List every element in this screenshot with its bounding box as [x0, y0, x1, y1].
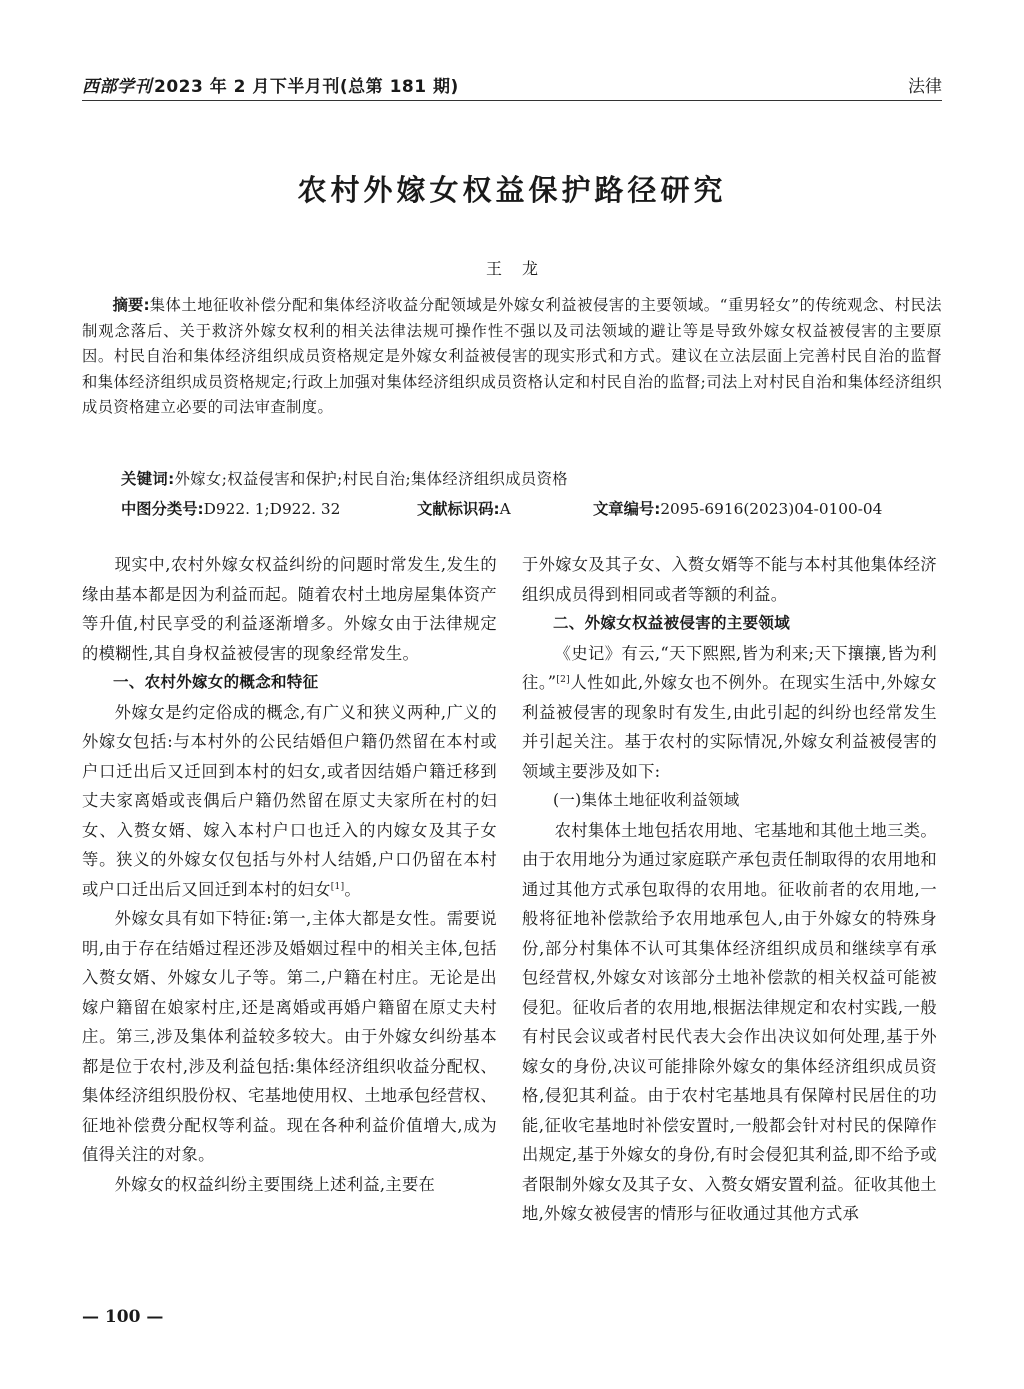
definition-text: 外嫁女是约定俗成的概念,有广义和狭义两种,广义的外嫁女包括:与本村外的公民结婚但户籍仍然留在本村或户口迁出后又迁回到本村的妇女,或者因结婚户籍迁移到丈夫家离婚或丧偶后户籍仍然留在原丈夫家所在村的妇女、入赘女婿、嫁入本村户口也迁入的内嫁女及其子女等。狭义的外嫁女仅包括与外村人结婚,户口仍留在本村或户口迁出后又回迁到本村的妇女: [82, 702, 497, 899]
article-title: 农村外嫁女权益保护路径研究: [297, 173, 727, 207]
features-paragraph: 外嫁女具有如下特征:第一,主体大都是女性。需要说明,由于存在结婚过程还涉及婚姻过程中的相关主体,包括入赘女婿、外嫁女儿子等。第二,户籍在村庄。无论是出嫁户籍留在娘家村庄,还是离婚或再婚户籍留在原丈夫村庄。第三,涉及集体利益较多较大。由于外嫁女纠纷基本都是位于农村,涉及利益包括:集体经济组织收益分配权、集体经济组织股份权、宅基地使用权、土地承包经营权、征地补偿费分配权等利益。现在各种利益价值增大,成为值得关注的对象。: [82, 909, 497, 1164]
subsection-heading-1: (一)集体土地征收利益领域: [553, 791, 740, 809]
abstract-label: 摘要:: [112, 296, 150, 314]
citation-2: [2]: [556, 675, 570, 685]
doc-code-label: 文献标识码:: [417, 500, 500, 518]
section-heading-1: 一、农村外嫁女的概念和特征: [113, 673, 319, 691]
clc-label: 中图分类号:: [121, 500, 204, 518]
clc-item: [121, 497, 340, 519]
journal-issue: [82, 72, 459, 97]
shiji-quote: 《史记》有云,“天下熙熙,皆为利来;天下攘攘,皆为利往。”: [522, 643, 937, 692]
doc-code-item: [417, 497, 511, 519]
abstract: [82, 293, 942, 421]
header-rule: [82, 100, 942, 101]
shiji-paragraph: [522, 639, 937, 787]
section-label: 法律: [908, 77, 942, 97]
keywords-label: 关键词:: [121, 470, 175, 488]
issue-info: 2023 年 2 月下半月刊(总第 181 期): [154, 77, 459, 97]
article-no-label: 文章编号:: [593, 500, 661, 518]
doc-code-value: A: [499, 500, 511, 518]
keywords-text: 外嫁女;权益侵害和保护;村民自治;集体经济组织成员资格: [174, 470, 568, 488]
abstract-text: 集体土地征收补偿分配和集体经济收益分配领域是外嫁女利益被侵害的主要领域。“重男轻女”的传统观念、村民法制观念落后、关于救济外嫁女权利的相关法律法规可操作性不强以及司法领域的避让等是导致外嫁女权益被侵害的主要原因。村民自治和集体经济组织成员资格规定是外嫁女利益被侵害的现实形式和方式。建议在立法层面上完善村民自治的监督和集体经济组织成员资格规定;行政上加强对集体经济组织成员资格认定和村民自治的监督;司法上对村民自治和集体经济组织成员资格建立必要的司法审查制度。: [82, 296, 942, 417]
article-no-item: [593, 497, 882, 519]
definition-paragraph: [82, 698, 497, 905]
keywords: [121, 467, 942, 489]
running-header: [82, 70, 942, 100]
page-number: — 100 —: [82, 1307, 164, 1327]
clc-value: D922. 1;D922. 32: [203, 500, 341, 518]
continued-paragraph: 于外嫁女及其子女、入赘女婿等不能与本村其他集体经济组织成员得到相同或者等额的利益。: [522, 555, 937, 604]
journal-logo: 西部学刊: [82, 77, 152, 97]
definition-end: 。: [344, 879, 361, 899]
section-heading-2: 二、外嫁女权益被侵害的主要领域: [553, 614, 791, 632]
intro-paragraph: 现实中,农村外嫁女权益纠纷的问题时常发生,发生的缘由基本都是因为利益而起。随着农村土地房屋集体资产等升值,村民享受的利益逐渐增多。外嫁女由于法律规定的模糊性,其自身权益被侵害的现象经常发生。: [82, 555, 497, 663]
article-no-value: 2095-6916(2023)04-0100-04: [660, 500, 883, 518]
right-column: [522, 550, 937, 1229]
citation-1: [1]: [330, 881, 345, 892]
shiji-rest: 人性如此,外嫁女也不例外。在现实生活中,外嫁女利益被侵害的现象时有发生,由此引起的纠纷也经常发生并引起关注。基于农村的实际情况,外嫁女利益被侵害的领域主要涉及如下:: [522, 673, 937, 781]
article-author: 王龙: [485, 259, 558, 278]
land-paragraph: 农村集体土地包括农用地、宅基地和其他土地三类。由于农用地分为通过家庭联产承包责任制取得的农用地和通过其他方式承包取得的农用地。征收前者的农用地,一般将征地补偿款给予农用地承包人,由于外嫁女的特殊身份,部分村集体不认可其集体经济组织成员和继续享有承包经营权,外嫁女对该部分土地补偿款的相关权益可能被侵犯。征收后者的农用地,根据法律规定和农村实践,一般有村民会议或者村民代表大会作出决议如何处理,基于外嫁女的身份,决议可能排除外嫁女的集体经济组织成员资格,侵犯其利益。由于农村宅基地具有保障村民居住的功能,征收宅基地时补偿安置时,一般都会针对村民的保障作出规定,基于外嫁女的身份,有时会侵犯其利益,即不给予或者限制外嫁女及其子女、入赘女婿安置利益。征收其他土地,外嫁女被侵害的情形与征收通过其他方式承: [522, 820, 937, 1223]
left-column: [82, 550, 497, 1199]
dispute-paragraph: 外嫁女的权益纠纷主要围绕上述利益,主要在: [114, 1174, 436, 1194]
